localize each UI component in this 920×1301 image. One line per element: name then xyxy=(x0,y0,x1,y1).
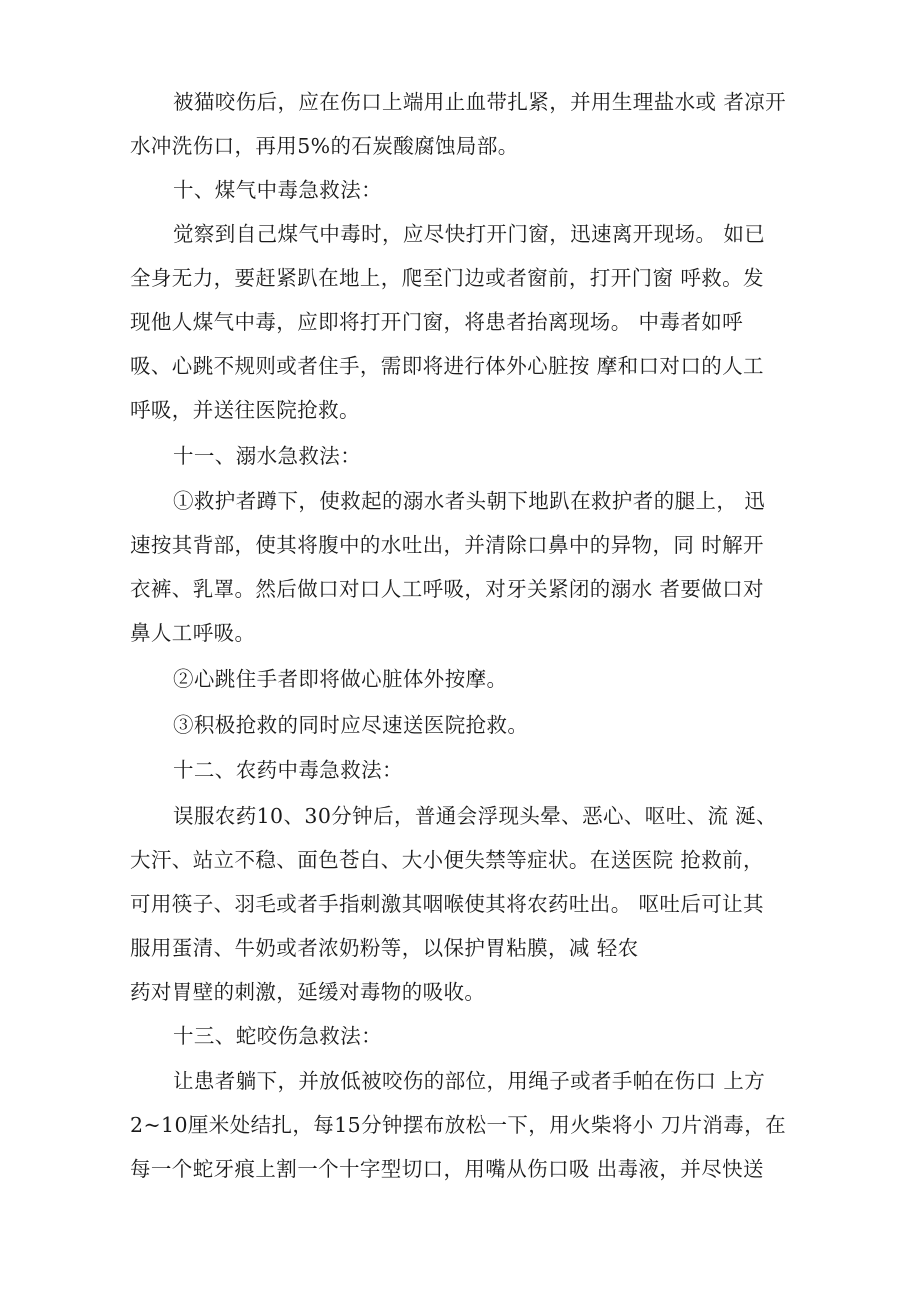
paragraph-line: 每一个蛇牙痕上割一个十字型切口，用嘴从伤口吸 出毒液，并尽快送 xyxy=(130,1157,764,1181)
section-heading: 十、煤气中毒急救法： xyxy=(173,178,382,202)
paragraph-line: ②心跳住手者即将做心脏体外按摩。 xyxy=(173,667,508,691)
paragraph-line: 药对胃壁的刺激，延缓对毒物的吸收。 xyxy=(130,980,486,1004)
section-heading: 十一、溺水急救法： xyxy=(173,444,362,468)
paragraph-line: 让患者躺下，并放低被咬伤的部位，用绳子或者手帕在伤口 上方 xyxy=(173,1069,766,1093)
paragraph-line: 现他人煤气中毒，应即将打开门窗，将患者抬离现场。 中毒者如呼 xyxy=(130,310,744,334)
paragraph-line: 鼻人工呼吸。 xyxy=(130,621,256,645)
paragraph-line: ③积极抢救的同时应尽速送医院抢救。 xyxy=(173,713,529,737)
paragraph-line: ①救护者蹲下，使救起的溺水者头朝下地趴在救护者的腿上， 迅 xyxy=(173,489,766,513)
paragraph-line: 觉察到自己煤气中毒时，应尽快打开门窗，迅速离开现场。 如已 xyxy=(173,222,766,246)
paragraph-line: 衣裤、乳罩。然后做口对口人工呼吸，对牙关紧闭的溺水 者要做口对 xyxy=(130,577,764,601)
paragraph-line: 速按其背部，使其将腹中的水吐出，并清除口鼻中的异物，同 时解开 xyxy=(130,533,764,557)
paragraph-line: 大汗、站立不稳、面色苍白、大小便失禁等症状。在送医院 抢救前， xyxy=(130,848,764,872)
paragraph-line: 呼吸，并送往医院抢救。 xyxy=(130,398,360,422)
paragraph-line: 2~10厘米处结扎，每15分钟摆布放松一下，用火柴将小 刀片消毒，在 xyxy=(130,1113,787,1137)
section-heading: 十二、农药中毒急救法： xyxy=(173,758,403,782)
paragraph-line: 可用筷子、羽毛或者手指刺激其咽喉使其将农药吐出。 呕吐后可让其 xyxy=(130,892,764,916)
paragraph-line: 水冲洗伤口，再用5%的石炭酸腐蚀局部。 xyxy=(130,134,519,158)
paragraph-line: 全身无力，要赶紧趴在地上，爬至门边或者窗前，打开门窗 呼救。发 xyxy=(130,266,764,290)
paragraph-line: 被猫咬伤后，应在伤口上端用止血带扎紧，并用生理盐水或 者凉开 xyxy=(173,90,787,114)
paragraph-line: 吸、心跳不规则或者住手，需即将进行体外心脏按 摩和口对口的人工 xyxy=(130,354,764,378)
section-heading: 十三、蛇咬伤急救法： xyxy=(173,1024,382,1048)
paragraph-line: 误服农药10、30分钟后，普通会浮现头晕、恶心、呕吐、流 涎、 xyxy=(173,804,778,828)
paragraph-line: 服用蛋清、牛奶或者浓奶粉等，以保护胃粘膜，减 轻农 xyxy=(130,936,639,960)
